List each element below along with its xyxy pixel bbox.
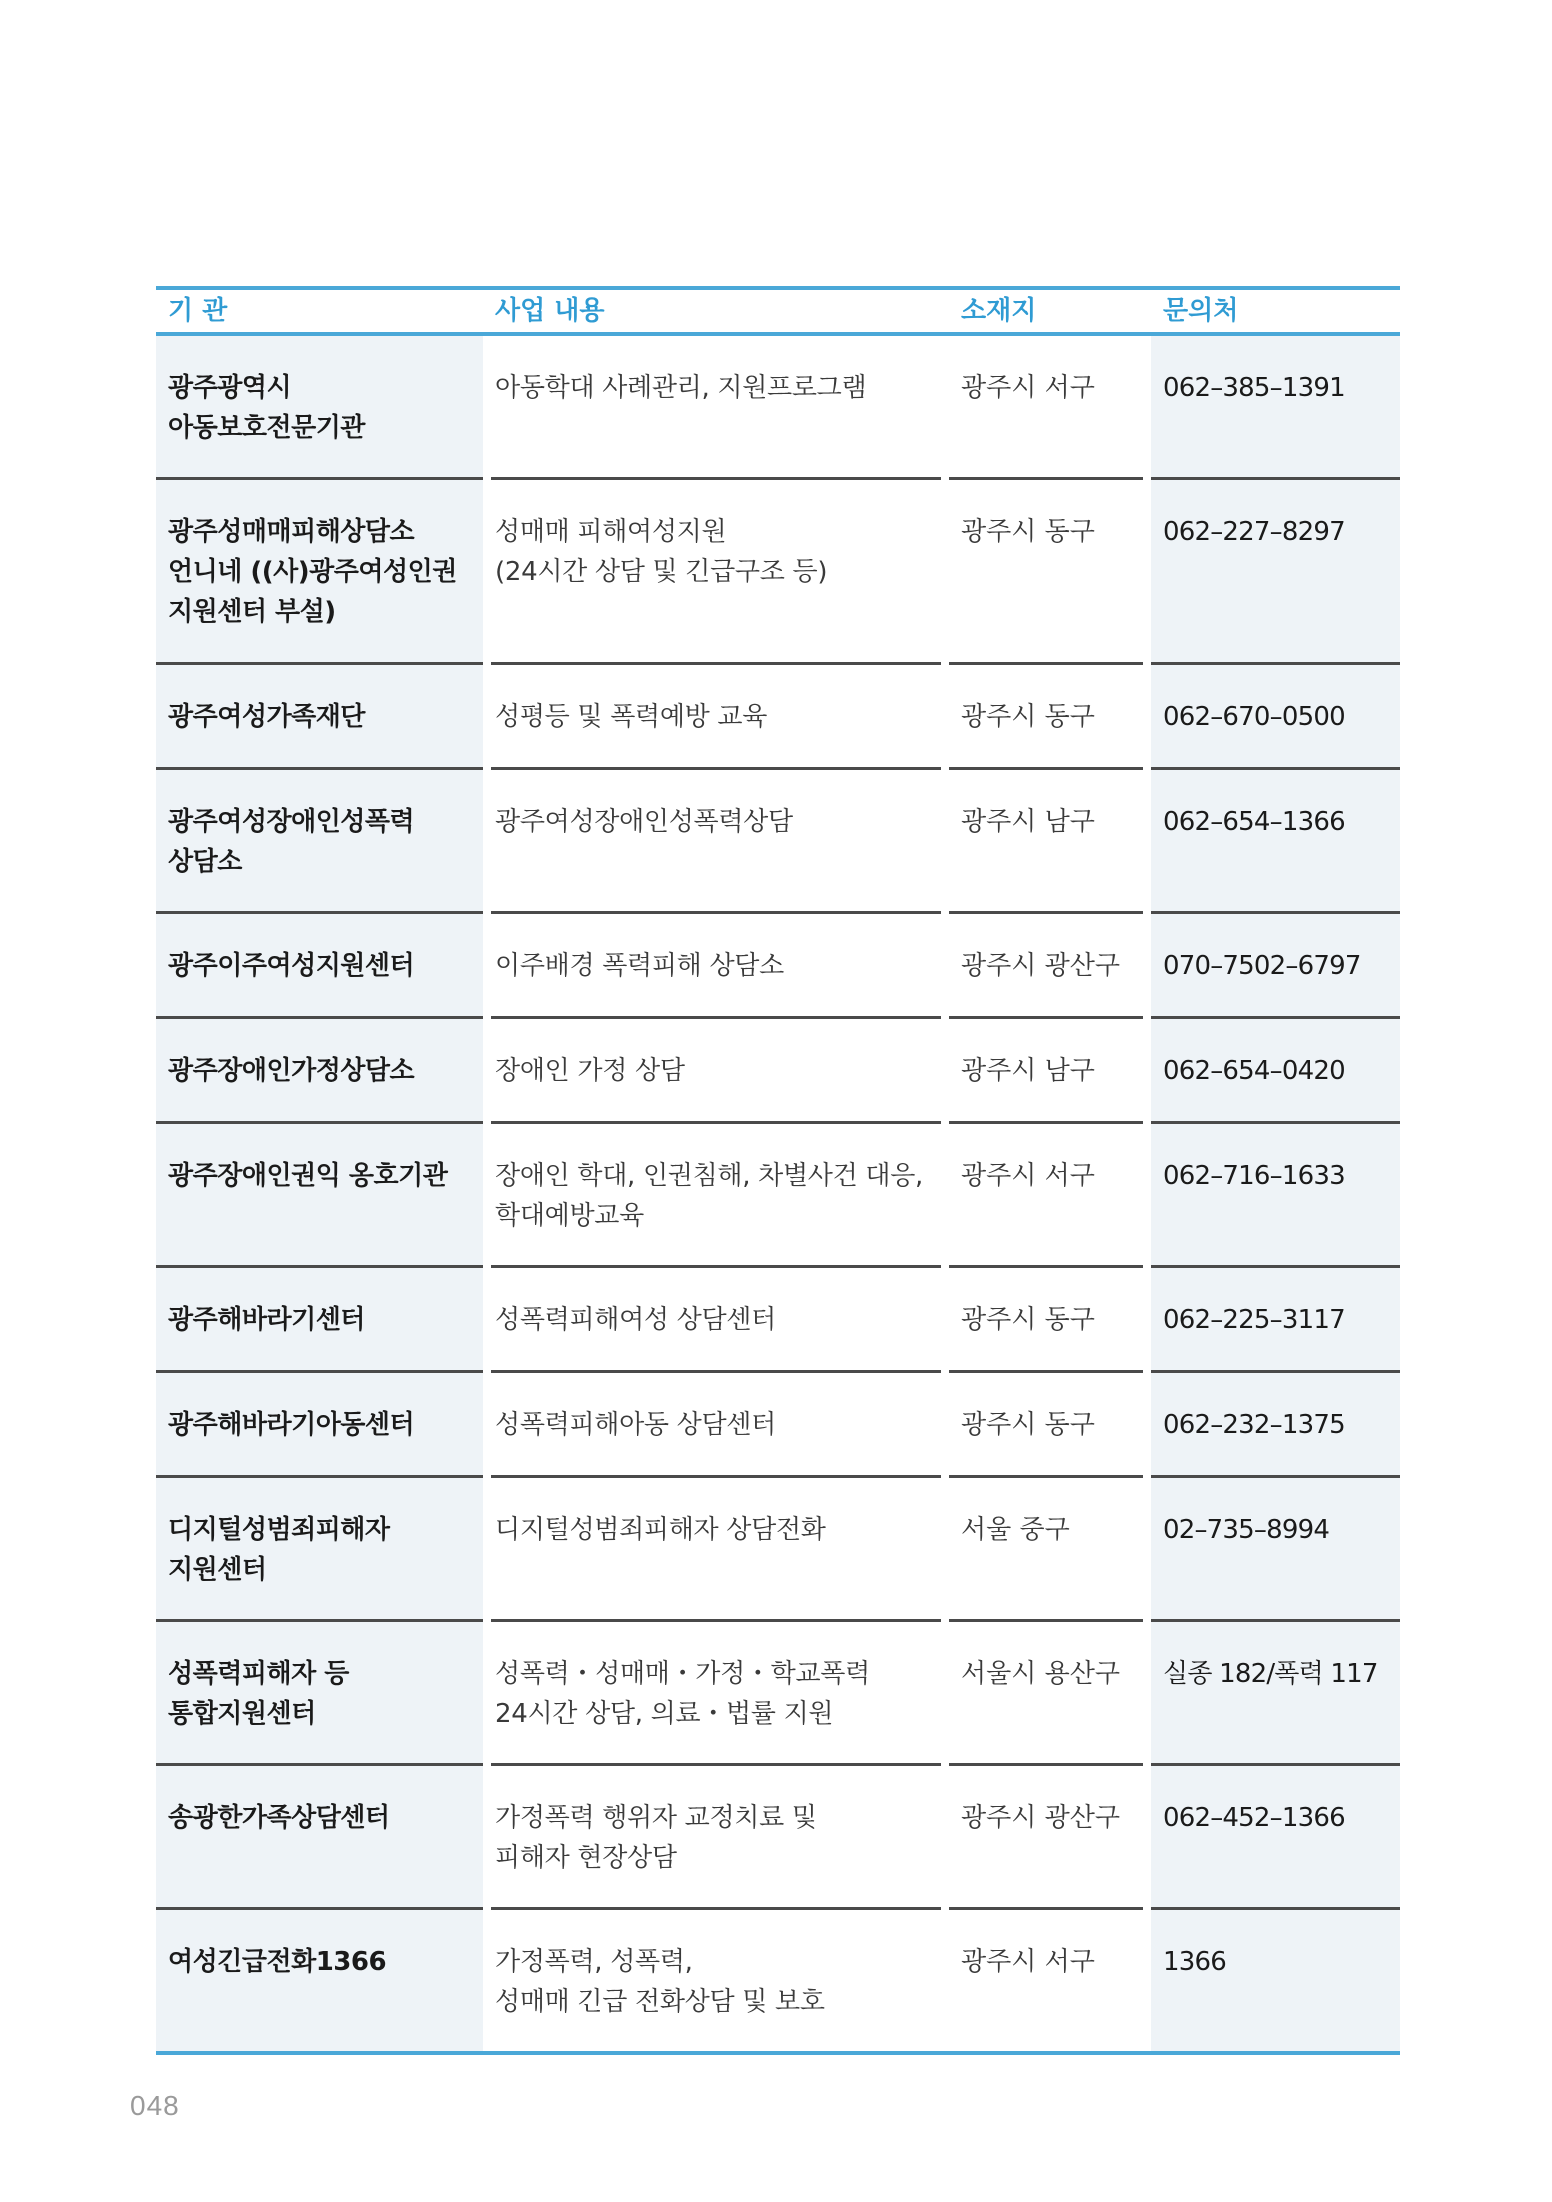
service-description: 성폭력・성매매・가정・학교폭력 24시간 상담, 의료・법률 지원 (495, 1659, 870, 1729)
location: 광주시 남구 (961, 807, 1095, 837)
header-location: 소재지 (961, 296, 1037, 326)
table-header (156, 290, 1400, 332)
contact-number: 062–452–1366 (1151, 1766, 1400, 1907)
service-description: 디지털성범죄피해자 상담전화 (495, 1515, 826, 1545)
table-bottom-rule (156, 2051, 1400, 2055)
agency-name: 광주광역시 아동보호전문기관 (156, 336, 483, 477)
service-description: 성폭력피해아동 상담센터 (495, 1410, 776, 1440)
table-row (156, 480, 1400, 662)
service-description: 이주배경 폭력피해 상담소 (495, 951, 784, 981)
agency-name: 여성긴급전화1366 (156, 1910, 483, 2051)
table-row (156, 914, 1400, 1016)
agency-name: 광주여성장애인성폭력 상담소 (156, 770, 483, 911)
agency-table (156, 286, 1400, 2055)
contact-number: 062–654–0420 (1151, 1019, 1400, 1121)
location: 광주시 남구 (961, 1056, 1095, 1086)
agency-name: 광주이주여성지원센터 (156, 914, 483, 1016)
header-service: 사업 내용 (495, 296, 605, 326)
agency-name: 성폭력피해자 등 통합지원센터 (156, 1622, 483, 1763)
location: 광주시 서구 (961, 373, 1095, 403)
location: 광주시 동구 (961, 1305, 1095, 1335)
agency-name: 광주장애인권익 옹호기관 (156, 1124, 483, 1265)
service-description: 성평등 및 폭력예방 교육 (495, 702, 768, 732)
table-row (156, 770, 1400, 911)
location: 광주시 광산구 (961, 951, 1120, 981)
header-agency: 기 관 (168, 296, 228, 326)
location: 광주시 서구 (961, 1161, 1095, 1191)
agency-name: 디지털성범죄피해자 지원센터 (156, 1478, 483, 1619)
contact-number: 062–385–1391 (1151, 336, 1400, 477)
service-description: 성폭력피해여성 상담센터 (495, 1305, 776, 1335)
agency-name: 광주장애인가정상담소 (156, 1019, 483, 1121)
table-body (156, 336, 1400, 2051)
contact-number: 02–735–8994 (1151, 1478, 1400, 1619)
table-row (156, 336, 1400, 477)
contact-number: 062–227–8297 (1151, 480, 1400, 662)
table-row (156, 1478, 1400, 1619)
service-description: 광주여성장애인성폭력상담 (495, 807, 793, 837)
agency-name: 광주여성가족재단 (156, 665, 483, 767)
table-row (156, 1019, 1400, 1121)
location: 광주시 동구 (961, 1410, 1095, 1440)
service-description: 가정폭력, 성폭력, 성매매 긴급 전화상담 및 보호 (495, 1947, 825, 2017)
location: 광주시 동구 (961, 517, 1095, 547)
location: 광주시 광산구 (961, 1803, 1120, 1833)
header-contact: 문의처 (1163, 296, 1239, 326)
agency-name: 송광한가족상담센터 (156, 1766, 483, 1907)
table-row (156, 1910, 1400, 2051)
table-row (156, 1622, 1400, 1763)
agency-name: 광주해바라기센터 (156, 1268, 483, 1370)
location: 광주시 동구 (961, 702, 1095, 732)
contact-number: 1366 (1151, 1910, 1400, 2051)
table-row (156, 1373, 1400, 1475)
contact-number: 062–232–1375 (1151, 1373, 1400, 1475)
service-description: 장애인 학대, 인권침해, 차별사건 대응, 학대예방교육 (495, 1161, 923, 1231)
contact-number: 070–7502–6797 (1151, 914, 1400, 1016)
page-number: 048 (130, 2090, 180, 2121)
contact-number: 062–716–1633 (1151, 1124, 1400, 1265)
service-description: 아동학대 사례관리, 지원프로그램 (495, 373, 867, 403)
service-description: 성매매 피해여성지원 (24시간 상담 및 긴급구조 등) (495, 517, 828, 587)
service-description: 장애인 가정 상담 (495, 1056, 685, 1086)
location: 서울 중구 (961, 1515, 1070, 1545)
agency-name: 광주성매매피해상담소 언니네 ((사)광주여성인권 지원센터 부설) (156, 480, 483, 662)
contact-number: 062–225–3117 (1151, 1268, 1400, 1370)
table-row (156, 1766, 1400, 1907)
table-row (156, 1268, 1400, 1370)
service-description: 가정폭력 행위자 교정치료 및 피해자 현장상담 (495, 1803, 817, 1873)
location: 광주시 서구 (961, 1947, 1095, 1977)
table-row (156, 1124, 1400, 1265)
location: 서울시 용산구 (961, 1659, 1120, 1689)
agency-name: 광주해바라기아동센터 (156, 1373, 483, 1475)
table-row (156, 665, 1400, 767)
contact-number: 062–670–0500 (1151, 665, 1400, 767)
contact-number: 062–654–1366 (1151, 770, 1400, 911)
contact-number: 실종 182/폭력 117 (1151, 1622, 1400, 1763)
